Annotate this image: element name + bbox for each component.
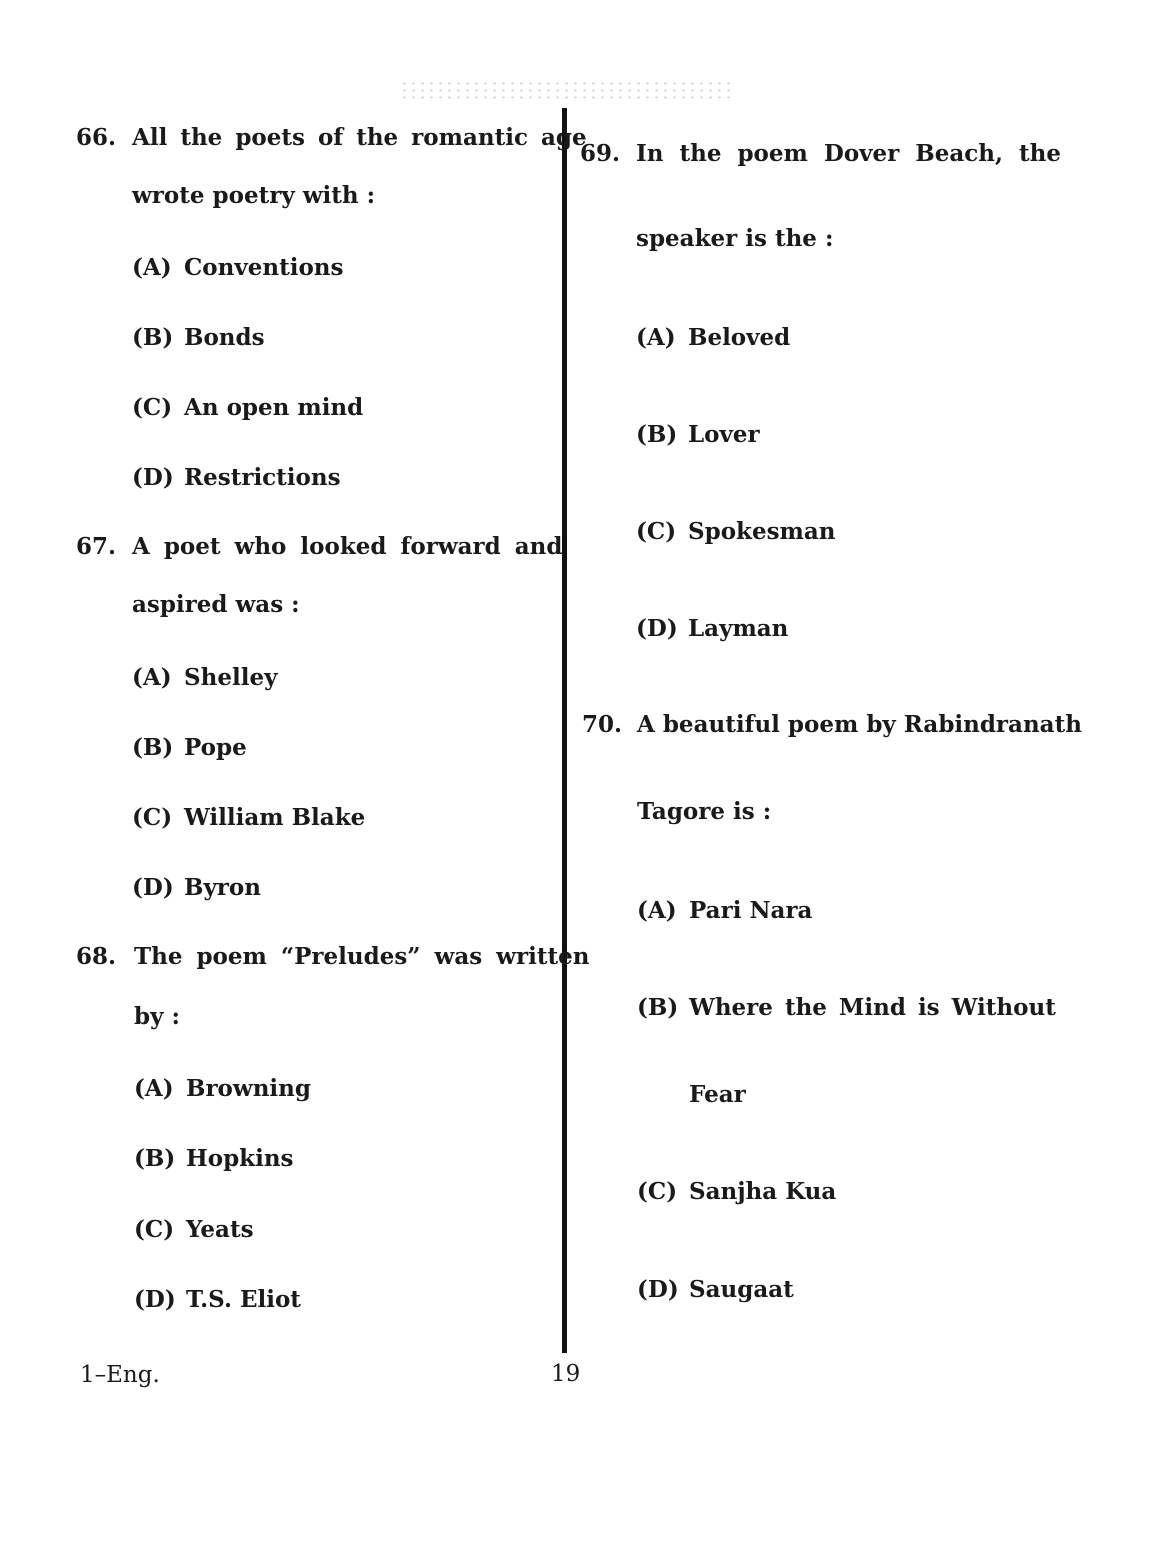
option-b[interactable] [637,994,1056,1021]
option-text: Byron [184,874,261,901]
option-d[interactable] [636,615,788,642]
option-text: Conventions [184,254,344,281]
option-d[interactable] [132,874,261,901]
option-label: (B) [636,421,678,448]
option-a[interactable] [132,254,343,281]
option-text: An open mind [184,394,364,421]
option-a[interactable] [132,664,277,691]
question-text-line-1: A beautiful poem by Rabindranath [637,711,1082,738]
question-number: 68. [76,943,117,970]
option-c[interactable] [636,518,836,545]
option-text: T.S. Eliot [186,1286,301,1313]
question-number: 66. [76,124,117,151]
option-label: (B) [132,734,174,761]
question-text-line-2: by : [134,1003,180,1030]
question-70 [582,711,1082,825]
option-a[interactable] [636,324,790,351]
option-c[interactable] [637,1178,836,1205]
question-67 [76,533,563,618]
option-text: Restrictions [184,464,341,491]
option-text-line-2: Fear [689,1081,746,1108]
option-label: (D) [636,615,678,642]
option-b-continuation [689,1081,746,1108]
option-label: (A) [637,897,677,924]
option-text: Spokesman [688,518,836,545]
option-text: Hopkins [186,1145,294,1172]
option-label: (A) [132,664,172,691]
option-text: Pope [184,734,247,761]
question-number: 70. [582,711,623,738]
column-divider [562,108,567,1353]
option-label: (B) [637,994,679,1021]
option-c[interactable] [132,394,363,421]
question-69 [580,140,1061,252]
option-label: (A) [132,254,172,281]
scan-noise [400,80,730,100]
option-text: Shelley [184,664,278,691]
question-text-line-2: Tagore is : [637,798,772,825]
option-label: (C) [134,1216,175,1243]
page-number: 19 [551,1361,581,1387]
option-text: Browning [186,1075,311,1102]
option-a[interactable] [134,1075,311,1102]
option-label: (B) [132,324,174,351]
option-c[interactable] [132,804,365,831]
option-b[interactable] [132,734,247,761]
option-label: (D) [637,1276,679,1303]
question-text-line-2: wrote poetry with : [132,182,376,209]
option-text: Layman [688,615,789,642]
option-text: Lover [688,421,760,448]
option-text: Yeats [186,1216,254,1243]
option-text: Pari Nara [689,897,813,924]
option-label: (A) [134,1075,174,1102]
option-b[interactable] [132,324,265,351]
option-text: Saugaat [689,1276,794,1303]
question-number: 67. [76,533,117,560]
option-label: (A) [636,324,676,351]
question-text-line-2: speaker is the : [636,225,834,252]
option-b[interactable] [636,421,760,448]
option-c[interactable] [134,1216,254,1243]
question-68 [76,943,590,1030]
option-text: William Blake [184,804,366,831]
option-text: Sanjha Kua [689,1178,837,1205]
option-label: (D) [132,464,174,491]
option-label: (C) [636,518,677,545]
question-text-line-2: aspired was : [132,591,300,618]
option-label: (C) [132,394,173,421]
paper-code: 1–Eng. [80,1362,160,1388]
option-d[interactable] [637,1276,794,1303]
option-label: (C) [132,804,173,831]
option-d[interactable] [134,1286,301,1313]
option-d[interactable] [132,464,341,491]
question-text-line-1: The poem “Preludes” was written [134,943,590,970]
question-text-line-1: All the poets of the romantic age [132,124,587,151]
option-label: (C) [637,1178,678,1205]
option-b[interactable] [134,1145,294,1172]
option-label: (B) [134,1145,176,1172]
option-label: (D) [134,1286,176,1313]
question-text-line-1: In the poem Dover Beach, the [636,140,1061,167]
question-number: 69. [580,140,621,167]
option-label: (D) [132,874,174,901]
option-text: Where the Mind is Without [689,994,1056,1021]
option-text: Bonds [184,324,265,351]
option-a[interactable] [637,897,812,924]
option-text: Beloved [688,324,791,351]
question-text-line-1: A poet who looked forward and [132,533,563,560]
